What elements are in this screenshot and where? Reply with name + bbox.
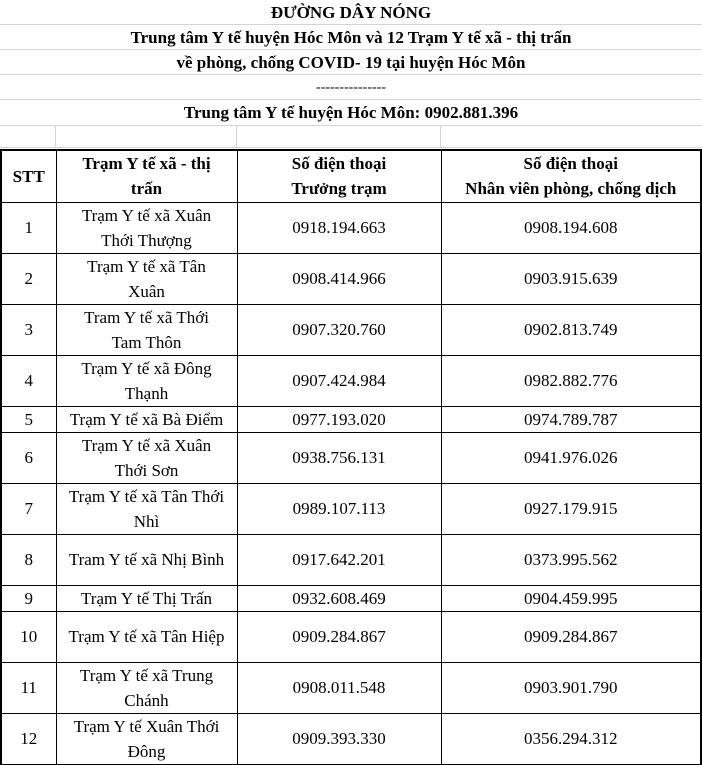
cell-stt: 9 bbox=[1, 585, 56, 611]
subtitle-line-1: Trung tâm Y tế huyện Hóc Môn và 12 Trạm Y tế xã - thị trấn bbox=[130, 28, 572, 47]
cell-head-phone: 0977.193.020 bbox=[237, 406, 441, 432]
cell-staff-phone: 0927.179.915 bbox=[441, 483, 701, 534]
cell-staff-phone: 0356.294.312 bbox=[441, 713, 701, 764]
station-name-line1: Trạm Y tế xã Tân Thới bbox=[68, 486, 225, 506]
cell-stt: 1 bbox=[1, 202, 56, 253]
cell-stt: 8 bbox=[1, 534, 56, 585]
cell-station-name bbox=[56, 355, 237, 406]
station-name-line1: Trạm Y tế Xuân Thới bbox=[73, 716, 220, 736]
col-header-head-phone bbox=[237, 150, 441, 202]
station-name-line1: Trạm Y tế xã Xuân bbox=[81, 435, 212, 455]
cell-stt: 2 bbox=[1, 253, 56, 304]
sheet-gridline bbox=[0, 125, 702, 148]
station-name-line1: Trạm Y tế xã Tân bbox=[87, 256, 206, 276]
table-row bbox=[1, 662, 701, 713]
cell-head-phone: 0909.284.867 bbox=[237, 611, 441, 662]
station-name-line1: Tram Y tế xã Thới bbox=[84, 307, 209, 327]
sheet-gridline bbox=[55, 125, 56, 147]
cell-staff-phone: 0908.194.608 bbox=[441, 202, 701, 253]
cell-staff-phone: 0904.459.995 bbox=[441, 585, 701, 611]
table-row bbox=[1, 611, 701, 662]
cell-staff-phone: 0941.976.026 bbox=[441, 432, 701, 483]
station-name-line2: Đông bbox=[127, 741, 166, 761]
hotline-table bbox=[0, 149, 702, 765]
cell-station-name bbox=[56, 202, 237, 253]
table-header-row bbox=[1, 150, 701, 202]
cell-head-phone: 0908.414.966 bbox=[237, 253, 441, 304]
station-name-line2: Thới Thượng bbox=[101, 230, 192, 250]
page-title: ĐƯỜNG DÂY NÓNG bbox=[270, 3, 432, 22]
table-row bbox=[1, 432, 701, 483]
cell-head-phone: 0917.642.201 bbox=[237, 534, 441, 585]
cell-stt: 4 bbox=[1, 355, 56, 406]
station-name-line2: Nhì bbox=[133, 511, 160, 531]
subtitle-line-2: về phòng, chống COVID- 19 tại huyện Hóc Môn bbox=[176, 53, 526, 72]
station-name-line2: Xuân bbox=[128, 281, 165, 301]
col-header-station-line2: trấn bbox=[130, 179, 163, 199]
station-name-line1: Trạm Y tế xã Bà Điểm bbox=[69, 409, 224, 429]
station-name-line1: Trạm Y tế Thị Trấn bbox=[81, 588, 212, 608]
col-header-head-phone-line2: Trưởng trạm bbox=[291, 179, 387, 199]
table-row bbox=[1, 406, 701, 432]
cell-station-name bbox=[56, 253, 237, 304]
cell-head-phone: 0907.424.984 bbox=[237, 355, 441, 406]
cell-station-name bbox=[56, 534, 237, 585]
station-name-line2: Thạnh bbox=[124, 383, 169, 403]
col-header-staff-phone bbox=[441, 150, 701, 202]
station-name-line1: Trạm Y tế xã Tân Hiệp bbox=[68, 627, 225, 646]
station-name-line1: Tram Y tế xã Nhị Bình bbox=[68, 550, 225, 569]
separator: --------------- bbox=[316, 80, 386, 95]
table-row bbox=[1, 713, 701, 764]
cell-stt: 3 bbox=[1, 304, 56, 355]
cell-staff-phone: 0903.915.639 bbox=[441, 253, 701, 304]
col-header-station-line1: Trạm Y tế xã - thị bbox=[82, 154, 211, 174]
cell-staff-phone: 0982.882.776 bbox=[441, 355, 701, 406]
station-name-line2: Thới Sơn bbox=[114, 460, 179, 480]
station-name-line1: Trạm Y tế xã Xuân bbox=[81, 205, 212, 225]
cell-station-name bbox=[56, 713, 237, 764]
cell-station-name bbox=[56, 611, 237, 662]
station-name-line2: Chánh bbox=[124, 690, 169, 710]
cell-head-phone: 0908.011.548 bbox=[237, 662, 441, 713]
cell-stt: 12 bbox=[1, 713, 56, 764]
center-hotline: Trung tâm Y tế huyện Hóc Môn: 0902.881.396 bbox=[183, 103, 519, 122]
cell-head-phone: 0918.194.663 bbox=[237, 202, 441, 253]
cell-head-phone: 0989.107.113 bbox=[237, 483, 441, 534]
cell-staff-phone: 0909.284.867 bbox=[441, 611, 701, 662]
cell-head-phone: 0909.393.330 bbox=[237, 713, 441, 764]
cell-stt: 6 bbox=[1, 432, 56, 483]
sheet-gridline bbox=[440, 125, 441, 147]
sheet-gridline bbox=[236, 125, 237, 147]
cell-head-phone: 0907.320.760 bbox=[237, 304, 441, 355]
cell-station-name bbox=[56, 432, 237, 483]
cell-stt: 11 bbox=[1, 662, 56, 713]
col-header-station bbox=[56, 150, 237, 202]
cell-stt: 5 bbox=[1, 406, 56, 432]
col-header-staff-phone-line1: Số điện thoại bbox=[523, 154, 618, 174]
col-header-head-phone-line1: Số điện thoại bbox=[291, 154, 387, 174]
cell-station-name bbox=[56, 585, 237, 611]
cell-stt: 10 bbox=[1, 611, 56, 662]
cell-station-name bbox=[56, 304, 237, 355]
cell-staff-phone: 0902.813.749 bbox=[441, 304, 701, 355]
col-header-stt: STT bbox=[1, 150, 56, 202]
table-row bbox=[1, 202, 701, 253]
table-row bbox=[1, 534, 701, 585]
station-name-line2: Tam Thôn bbox=[111, 332, 182, 352]
table-row bbox=[1, 253, 701, 304]
cell-staff-phone: 0903.901.790 bbox=[441, 662, 701, 713]
cell-station-name bbox=[56, 406, 237, 432]
cell-stt: 7 bbox=[1, 483, 56, 534]
station-name-line1: Trạm Y tế xã Đông bbox=[81, 358, 212, 378]
table-row bbox=[1, 585, 701, 611]
cell-head-phone: 0938.756.131 bbox=[237, 432, 441, 483]
table-row bbox=[1, 304, 701, 355]
cell-staff-phone: 0974.789.787 bbox=[441, 406, 701, 432]
col-header-staff-phone-line2: Nhân viên phòng, chống dịch bbox=[465, 179, 677, 199]
cell-head-phone: 0932.608.469 bbox=[237, 585, 441, 611]
table-row bbox=[1, 355, 701, 406]
station-name-line1: Trạm Y tế xã Trung bbox=[79, 665, 214, 685]
cell-staff-phone: 0373.995.562 bbox=[441, 534, 701, 585]
cell-station-name bbox=[56, 483, 237, 534]
table-row bbox=[1, 483, 701, 534]
cell-station-name bbox=[56, 662, 237, 713]
